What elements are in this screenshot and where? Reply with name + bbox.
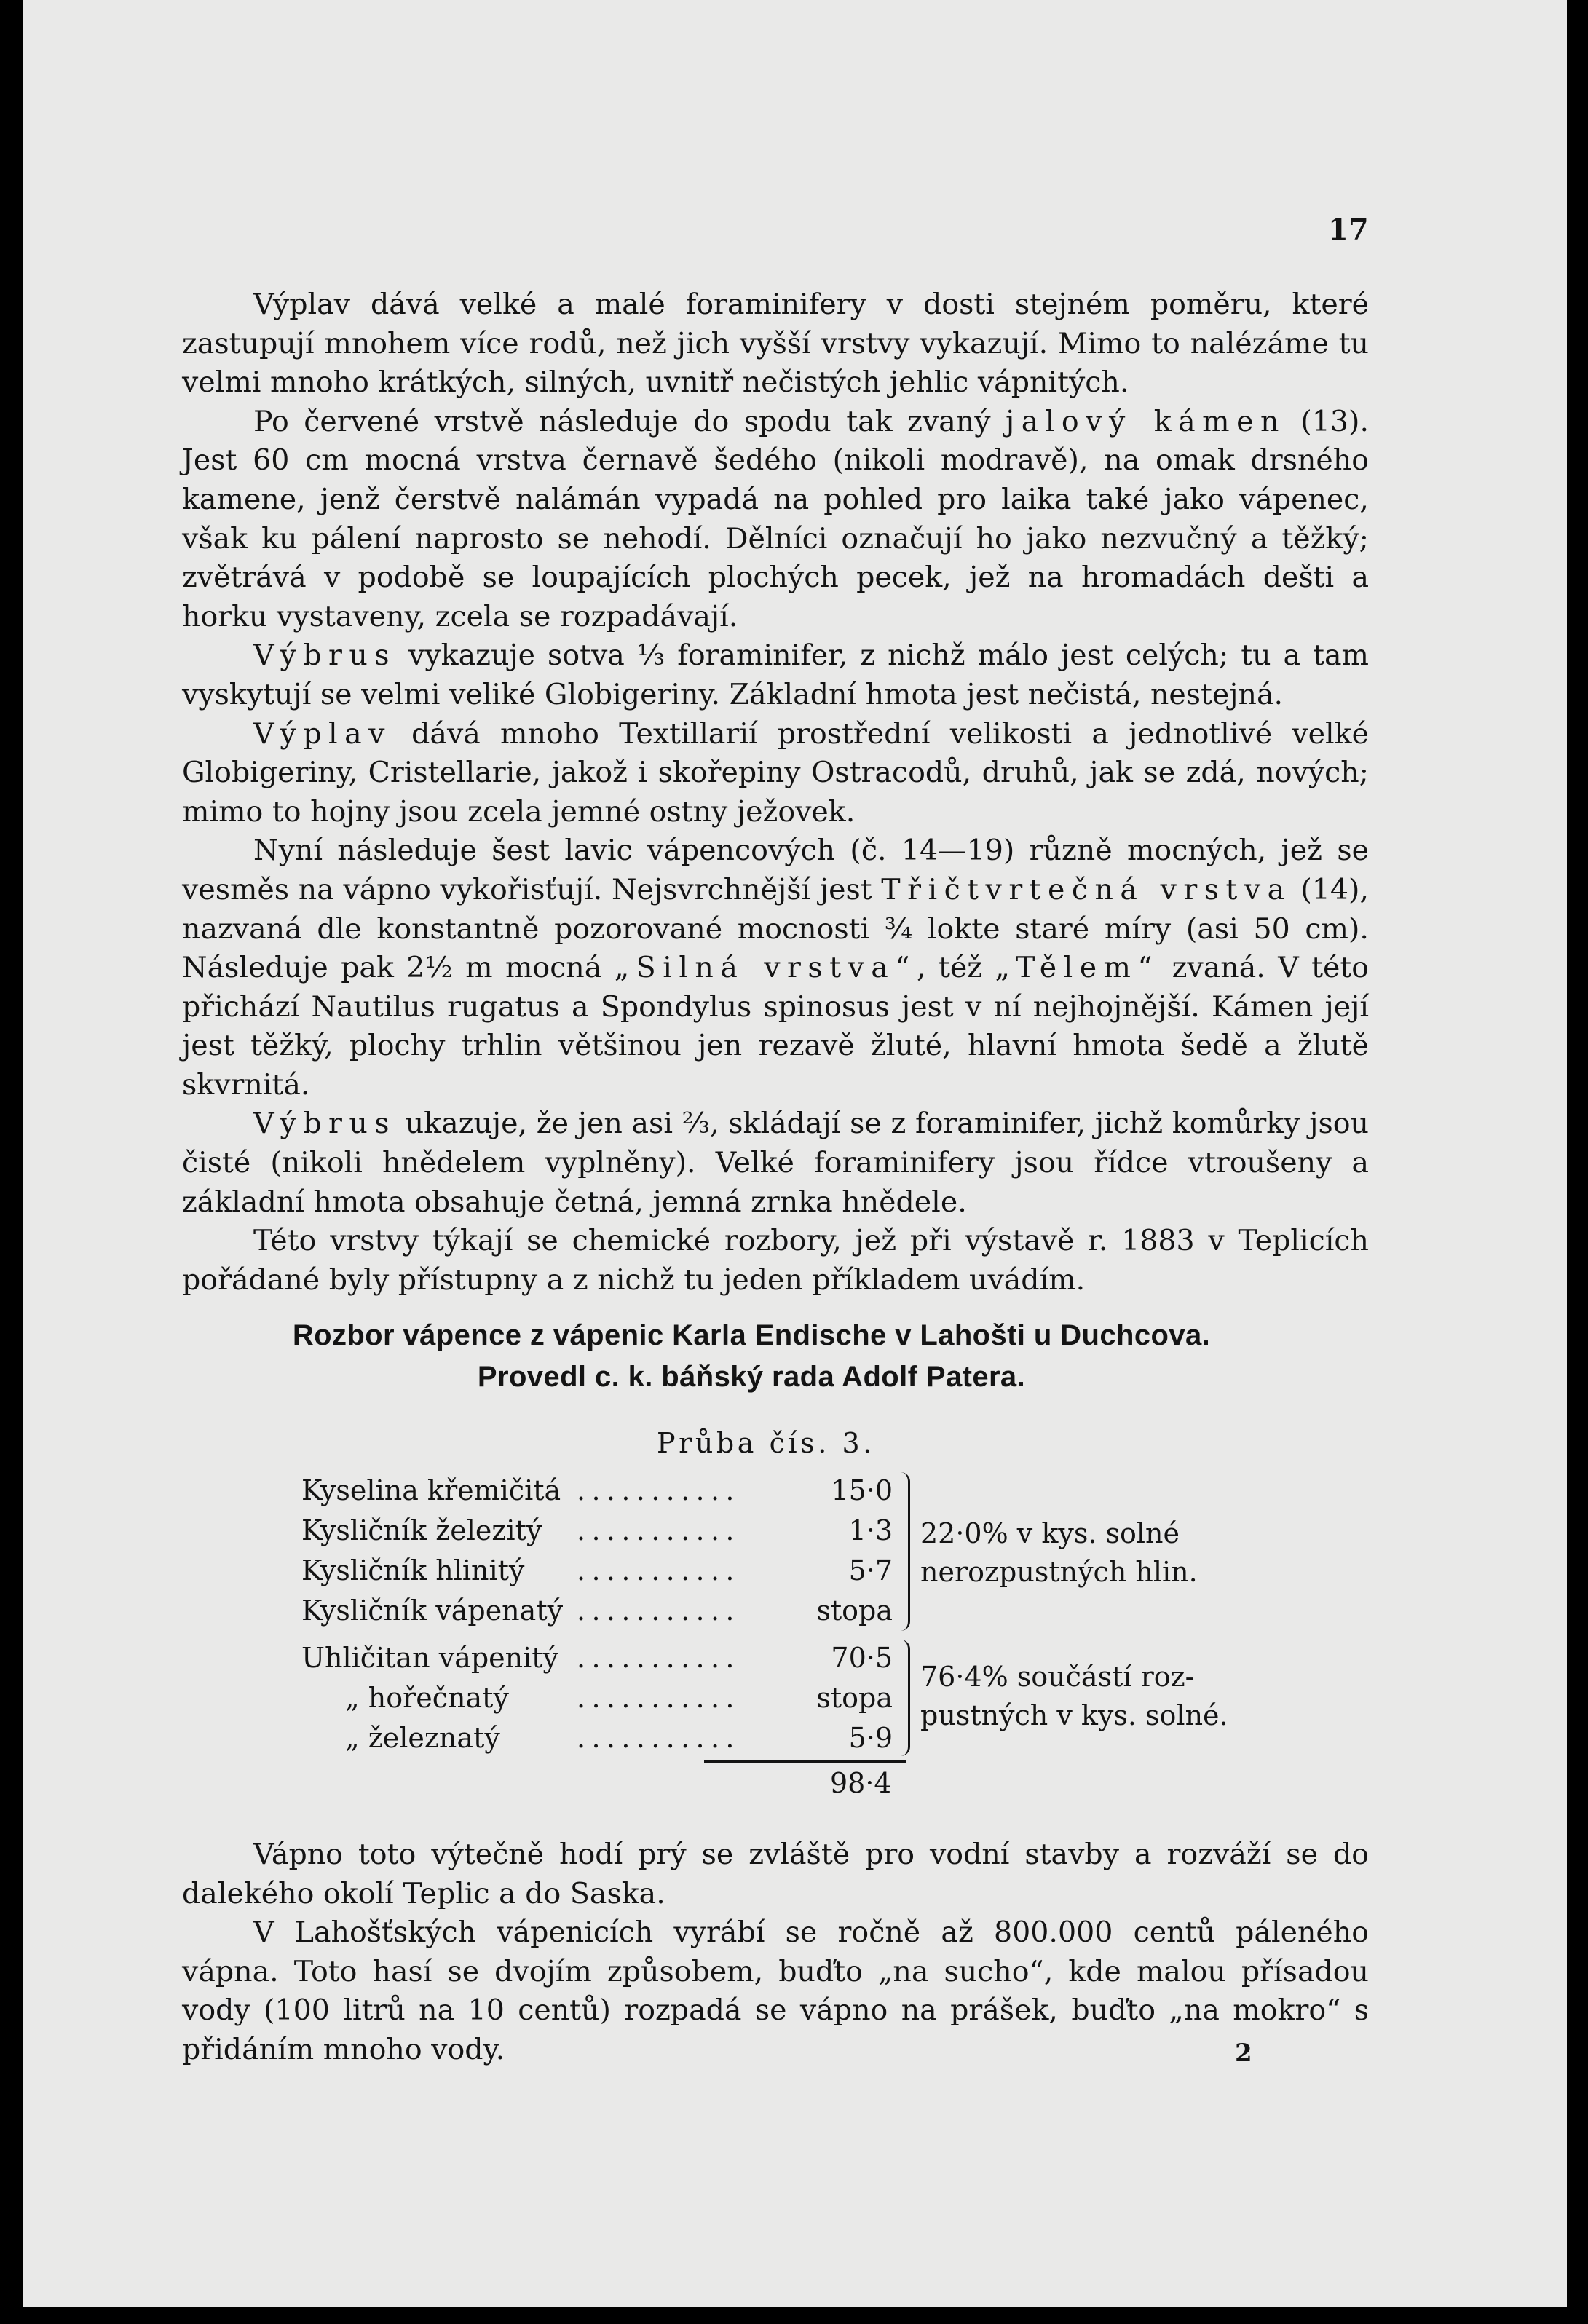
- row-label: Kysličník železitý: [301, 1514, 542, 1546]
- paragraph-rozbory: Této vrstvy týkají se chemické rozbory, jež při výstavě r. 1883 v Teplicích pořádané byly přístupny a z nichž tu jeden příkladem uvádím.: [182, 1224, 1369, 1297]
- row-value: 5·9: [846, 1718, 893, 1758]
- analysis-row: [301, 1638, 906, 1678]
- sample-title: Průba čís. 3.: [657, 1427, 875, 1459]
- text-run: , skládají se z foraminifer, jichž komůrky jsou čisté (nikoli hnědelem vyplněny). Velké foraminifery jsou řídce vtroušeny a základní hmota obsahuje četná, jemná zrnka hnědele.: [182, 1107, 1369, 1219]
- analysis-row: [301, 1718, 906, 1758]
- row-label: Kyselina křemičitá: [301, 1474, 561, 1506]
- group-bracket: [901, 1640, 910, 1756]
- closing-text: [182, 1835, 1369, 2069]
- row-label: Kysličník vápenatý: [301, 1594, 564, 1627]
- group-note-line: nerozpustných hlin.: [920, 1556, 1198, 1588]
- paragraph-vybrus-2: [182, 1104, 1369, 1222]
- text-run: ukazuje, že jen asi: [405, 1107, 673, 1141]
- group-bracket: [901, 1472, 910, 1631]
- leader-dots: ...........: [577, 1682, 740, 1714]
- spaced-term: Třičtvrtečná vrstva: [881, 872, 1292, 906]
- group-note-soluble: [920, 1658, 1228, 1735]
- paragraph-vyplav-2: [182, 715, 1369, 832]
- text-run: lokte staré míry (asi 50 cm). Následuje pak 2½ m mocná: [182, 912, 1369, 985]
- spaced-term: „Silná vrstva“: [614, 951, 917, 985]
- leader-dots: ...........: [577, 1722, 740, 1754]
- text-run: Nyní následuje šest lavic vápencových (č. 14—19) různě mocných, jež se vesměs na vápno vykořisťují. Nejsvrchnější jest: [182, 834, 1369, 906]
- leader-dots: ...........: [577, 1474, 740, 1506]
- spaced-term: Výplav: [253, 716, 392, 751]
- paragraph-jalovy-kamen: [182, 403, 1369, 637]
- spaced-term: „Tělem“: [995, 951, 1160, 985]
- row-label: „ hořečnatý: [345, 1682, 509, 1714]
- text-run: , též: [917, 951, 983, 985]
- group-note-line: 22·0% v kys. solné: [920, 1517, 1180, 1549]
- analysis-title: [147, 1315, 1356, 1398]
- text-run: (14), nazvaná dle konstantně pozorované mocnosti: [182, 872, 1369, 946]
- body-text: [182, 285, 1369, 1300]
- leader-dots: ...........: [577, 1594, 740, 1627]
- spaced-term: jalový kámen: [1006, 404, 1286, 438]
- page: [23, 0, 1567, 2307]
- row-label: Kysličník hlinitý: [301, 1554, 525, 1586]
- text-run: vykazuje sotva: [408, 639, 625, 673]
- leader-dots: ...........: [577, 1642, 740, 1674]
- analysis-row: [301, 1678, 906, 1718]
- row-value: 70·5: [828, 1638, 893, 1678]
- row-value: 15·0: [828, 1471, 893, 1511]
- total-rule: [704, 1760, 906, 1763]
- group-note-line: 76·4% součástí roz-: [920, 1661, 1195, 1693]
- paragraph-vapno: Vápno toto výtečně hodí prý se zvláště pro vodní stavby a rozváží se do dalekého okolí Teplic a do Saska.: [182, 1838, 1369, 1910]
- paragraph-lavice: [182, 831, 1369, 1104]
- signature-mark: 2: [1235, 2039, 1252, 2068]
- row-value: stopa: [813, 1591, 893, 1631]
- text-run: Po červené vrstvě následuje do spodu tak zvaný: [253, 404, 991, 438]
- leader-dots: ...........: [577, 1514, 740, 1546]
- text-run: (13). Jest 60 cm mocná vrstva černavě šedého (nikoli modravě), na omak drsného kamene, jenž čerstvě nalámán vypadá na pohled pro laika také jako vápenec, však ku pálení naprosto se nehodí. Dělníci označují ho jako nezvučný a těžký; zvětrává v podobě se loupajících plochých pecek, jež na hromadách dešti a horku vystaveny, zcela se rozpadávají.: [182, 404, 1369, 633]
- analysis-row: [301, 1511, 906, 1551]
- leader-dots: ...........: [577, 1554, 740, 1586]
- row-value: 5·7: [846, 1551, 893, 1591]
- analysis-row: [301, 1551, 906, 1591]
- row-value: 1·3: [846, 1511, 893, 1551]
- fraction: ⅓: [636, 639, 665, 673]
- total-value: 98·4: [830, 1767, 892, 1799]
- fraction: ¾: [884, 912, 913, 946]
- analysis-row: [301, 1471, 906, 1511]
- paragraph-lahost: V Lahošťských vápenicích vyrábí se ročně až 800.000 centů páleného vápna. Toto hasí se dvojím způsobem, buďto „na sucho“, kde malou přísadou vody (100 litrů na 10 centů) rozpadá se vápno na prášek, buďto „na mokro“ s přidáním mnoho vody.: [182, 1916, 1369, 2066]
- text-run: dává mnoho Textillarií prostřední velikosti a jednotlivé velké Globigeriny, Cristellarie, jakož i skořepiny Ostracodů, druhů, jak se zdá, nových; mimo to hojny jsou zcela jemné ostny ježovek.: [182, 716, 1369, 829]
- text-run: zvaná. V této přichází Nautilus rugatus a Spondylus spinosus jest v ní nejhojnější. Kámen její jest těžký, plochy trhlin většinou jen rezavě žluté, hlavní hmota šedě a žlutě skvrnitá.: [182, 951, 1370, 1102]
- spaced-term: Výbrus: [253, 639, 396, 673]
- row-value: stopa: [813, 1678, 893, 1718]
- spaced-term: Výbrus: [253, 1107, 396, 1141]
- row-label: „ železnatý: [345, 1722, 500, 1754]
- row-label: Uhličitan vápenitý: [301, 1642, 559, 1674]
- text-run: foraminifer, z nichž málo jest celých; tu a tam vyskytují se velmi veliké Globigeriny. Základní hmota jest nečistá, nestejná.: [182, 639, 1369, 711]
- fraction: ⅔: [682, 1107, 710, 1141]
- group-note-line: pustných v kys. solné.: [920, 1699, 1228, 1731]
- analysis-title-line-2: Provedl c. k. báňský rada Adolf Patera.: [477, 1361, 1026, 1393]
- paragraph-vybrus-1: [182, 636, 1369, 714]
- page-number: 17: [1328, 213, 1369, 247]
- group-note-insoluble: [920, 1514, 1198, 1592]
- analysis-row: [301, 1591, 906, 1631]
- analysis-title-line-1: Rozbor vápence z vápenic Karla Endische v Lahošti u Duchcova.: [292, 1319, 1211, 1351]
- paragraph-vyplav: Výplav dává velké a malé foraminifery v dosti stejném poměru, které zastupují mnohem více rodů, než jich vyšší vrstvy vykazují. Mimo to nalézáme tu velmi mnoho krátkých, silných, uvnitř nečistých jehlic vápnitých.: [182, 288, 1369, 400]
